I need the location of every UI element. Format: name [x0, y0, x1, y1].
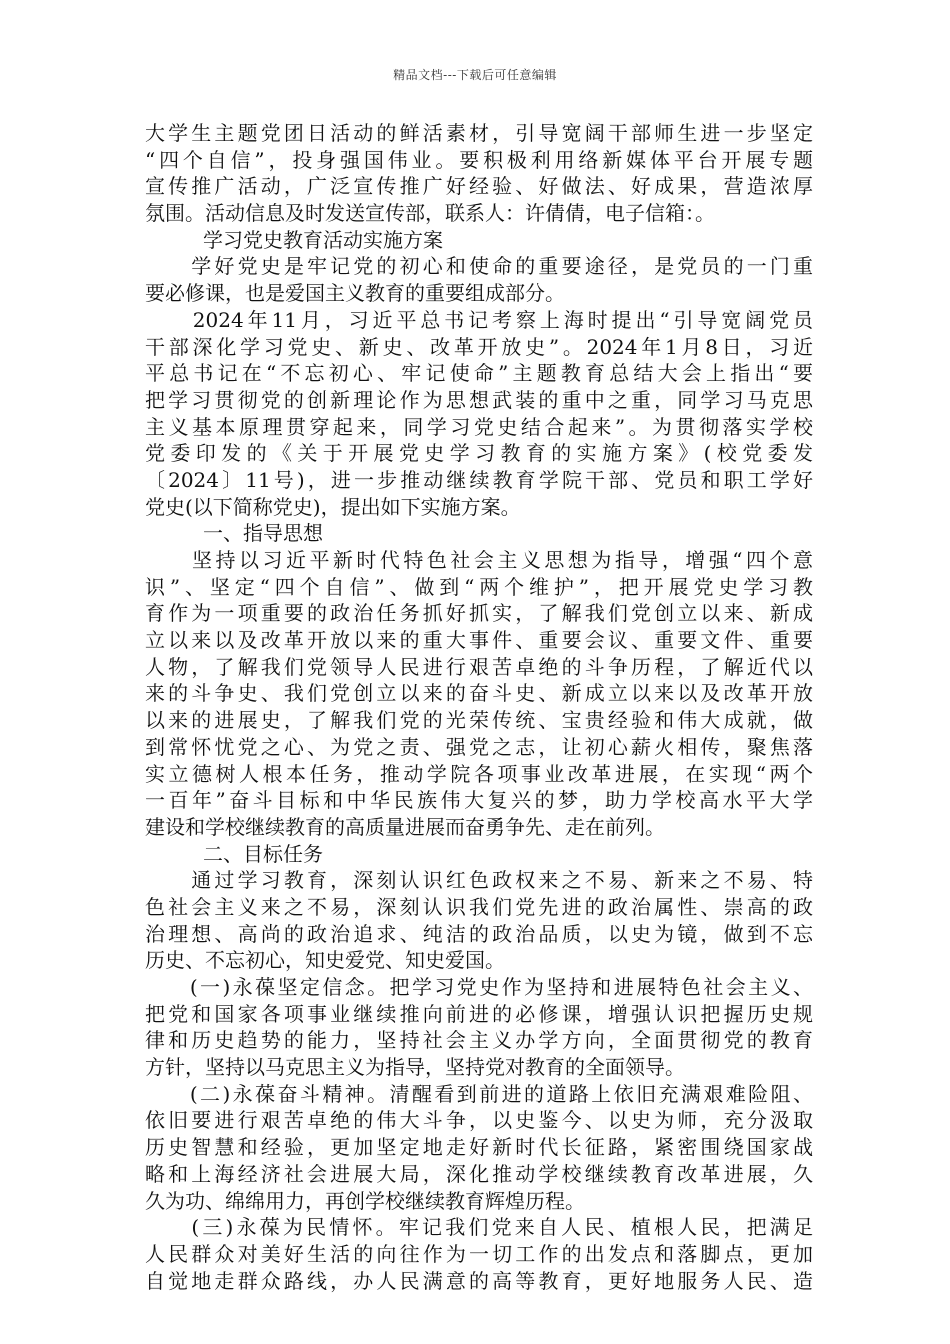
text-line: 育作为一项重要的政治任务抓好抓实，了解我们党创立以来、新成 [145, 601, 813, 626]
text-line: 历史智慧和经验，更加坚定地走好新时代长征路，紧密围绕国家战 [145, 1135, 813, 1160]
section-heading: 二、目标任务 [203, 841, 323, 866]
text-line: (一)永葆坚定信念。把学习党史作为坚持和进展特色社会主义、 [145, 975, 813, 999]
text-line: 色社会主义来之不易，深刻认识我们党先进的政治属性、崇高的政 [145, 894, 813, 919]
text-line: 党史(以下简称党史)，提出如下实施方案。 [145, 494, 521, 519]
text-line: 实立德树人根本任务，推动学院各项事业改革进展，在实现“两个 [145, 761, 813, 786]
text-line: (三)永葆为民情怀。牢记我们党来自人民、植根人民，把满足 [145, 1215, 813, 1240]
text-line: 方针，坚持以马克思主义为指导，坚持党对教育的全面领导。 [145, 1055, 685, 1080]
text-line: 坚持以习近平新时代特色社会主义思想为指导，增强“四个意 [145, 548, 813, 572]
text-line: 氛围。活动信息及时发送宣传部，联系人：许倩倩，电子信箱：。 [145, 201, 715, 226]
text-line: 治理想、高尚的政治追求、纯洁的政治品质，以史为镜，做到不忘 [145, 921, 813, 946]
text-line: 把党和国家各项事业继续推向前进的必修课，增强认识把握历史规 [145, 1001, 813, 1026]
text-line: 平总书记在“不忘初心、牢记使命”主题教育总结大会上指出“要 [145, 361, 813, 386]
text-line: 到常怀忧党之心、为党之责、强党之志，让初心薪火相传，聚焦落 [145, 734, 813, 759]
text-line: “四个自信”，投身强国伟业。要积极利用络新媒体平台开展专题 [145, 147, 813, 172]
section-heading: 学习党史教育活动实施方案 [203, 227, 443, 252]
text-line: 人物，了解我们党领导人民进行艰苦卓绝的斗争历程，了解近代以 [145, 654, 813, 679]
text-line: 以来的进展史，了解我们党的光荣传统、宝贵经验和伟大成就，做 [145, 708, 813, 733]
text-line: (二)永葆奋斗精神。清醒看到前进的道路上依旧充满艰难险阻、 [145, 1081, 813, 1106]
text-line: 律和历史趋势的能力，坚持社会主义办学方向，全面贯彻党的教育 [145, 1028, 813, 1053]
text-line: 大学生主题党团日活动的鲜活素材，引导宽阔干部师生进一步坚定 [145, 121, 813, 145]
text-line: 人民群众对美好生活的向往作为一切工作的出发点和落脚点，更加 [145, 1241, 813, 1266]
text-line: 宣传推广活动，广泛宣传推广好经验、好做法、好成果，营造浓厚 [145, 174, 813, 199]
text-line: 识”、坚定“四个自信”、做到“两个维护”，把开展党史学习教 [145, 574, 813, 599]
text-line: 建设和学校继续教育的高质量进展而奋勇争先、走在前列。 [145, 814, 665, 839]
section-heading: 一、指导思想 [203, 521, 323, 546]
text-line: 自觉地走群众路线，办人民满意的高等教育，更好地服务人民、造 [145, 1268, 813, 1293]
text-line: 来的斗争史、我们党创立以来的奋斗史、新成立以来以及改革开放 [145, 681, 813, 706]
text-line: 一百年”奋斗目标和中华民族伟大复兴的梦，助力学校高水平大学 [145, 788, 813, 813]
text-line: 学好党史是牢记党的初心和使命的重要途径，是党员的一门重 [145, 254, 813, 279]
text-line: 干部深化学习党史、新史、改革开放史”。2024年1月8日，习近 [145, 334, 813, 359]
text-line: 把学习贯彻党的创新理论作为思想武装的重中之重，同学习马克思 [145, 387, 813, 412]
document-body [145, 120, 813, 1294]
text-line: 历史、不忘初心，知史爱党、知史爱国。 [145, 948, 505, 973]
page-header: 精品文档---下载后可任意编辑 [393, 68, 557, 82]
text-line: 通过学习教育，深刻认识红色政权来之不易、新来之不易、特 [145, 868, 813, 893]
text-line: 党委印发的《关于开展党史学习教育的实施方案》(校党委发 [145, 441, 813, 466]
text-line: 立以来以及改革开放以来的重大事件、重要会议、重要文件、重要 [145, 628, 813, 653]
text-line: 主义基本原理贯穿起来，同学习党史结合起来”。为贯彻落实学校 [145, 414, 813, 439]
text-line: 略和上海经济社会进展大局，深化推动学校继续教育改革进展，久 [145, 1161, 813, 1186]
text-line: 久为功、绵绵用力，再创学校继续教育辉煌历程。 [145, 1188, 585, 1213]
text-line: 2024年11月，习近平总书记考察上海时提出“引导宽阔党员 [145, 307, 813, 332]
text-line: 〔2024〕11号)，进一步推动继续教育学院干部、党员和职工学好 [145, 467, 813, 492]
text-line: 依旧要进行艰苦卓绝的伟大斗争，以史鉴今、以史为师，充分汲取 [145, 1108, 813, 1133]
text-line: 要必修课，也是爱国主义教育的重要组成部分。 [145, 281, 565, 306]
